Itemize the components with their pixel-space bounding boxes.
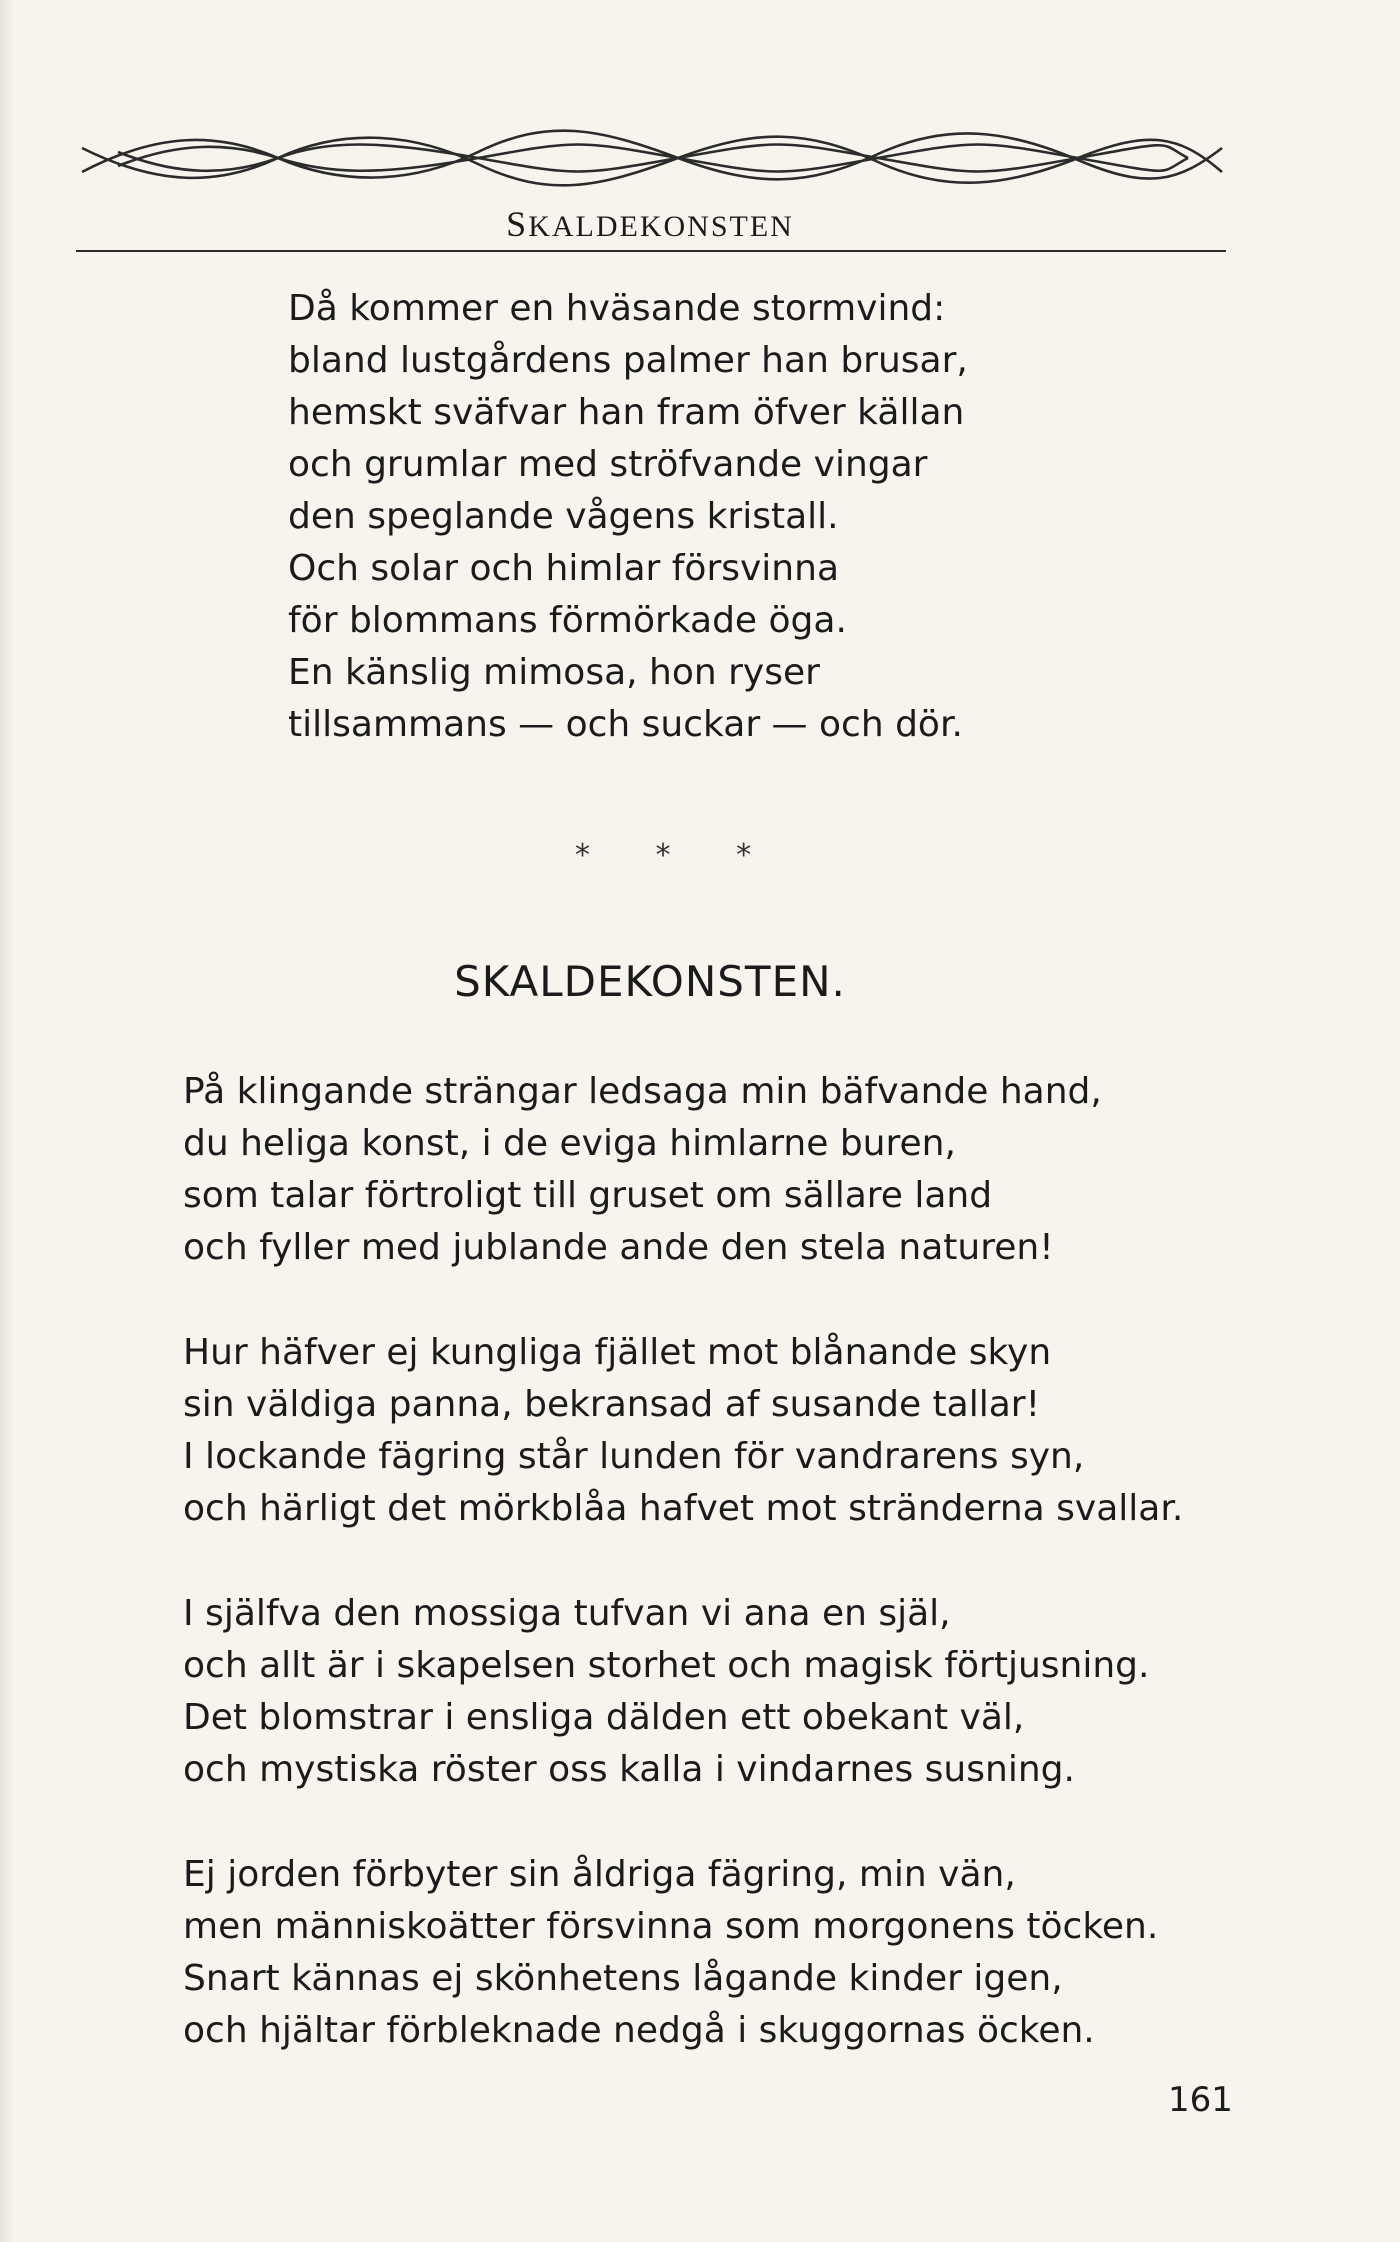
poem-line: och fyller med jublande ande den stela naturen!: [183, 1227, 1054, 1268]
stanza-line: tillsammans — och suckar — och dör.: [288, 704, 963, 745]
poem-line: men människoätter försvinna som morgonens töcken.: [183, 1906, 1159, 1947]
poem-line: och härligt det mörkblåa hafvet mot stränderna svallar.: [183, 1488, 1184, 1529]
poem-line: och hjältar förbleknade nedgå i skuggornas öcken.: [183, 2010, 1095, 2051]
poem-title: SKALDEKONSTEN.: [454, 957, 846, 1006]
stanza-line: hemskt sväfvar han fram öfver källan: [288, 392, 965, 433]
stanza-line: Och solar och himlar försvinna: [288, 548, 840, 589]
stanza-line: och grumlar med ströfvande vingar: [288, 444, 928, 485]
poem-line: Det blomstrar i ensliga dälden ett obekant väl,: [183, 1697, 1025, 1738]
poem-line: och allt är i skapelsen storhet och magisk förtjusning.: [183, 1645, 1150, 1686]
poem-line: du heliga konst, i de eviga himlarne buren,: [183, 1123, 956, 1164]
page-number: 161: [1168, 2080, 1233, 2120]
stanza-line: för blommans förmörkade öga.: [288, 600, 847, 641]
running-head-rest: KALDEKONSTEN: [528, 210, 794, 243]
section-separator: * * *: [575, 838, 780, 873]
poem-line: Ej jorden förbyter sin åldriga fägring, min vän,: [183, 1854, 1016, 1895]
poem-line: sin väldiga panna, bekransad af susande tallar!: [183, 1384, 1041, 1425]
header-rule: [76, 250, 1226, 252]
stanza-line: Då kommer en hväsande stormvind:: [288, 288, 946, 329]
running-head-initial: S: [506, 204, 529, 244]
running-head: [0, 203, 1300, 245]
poem-line: Hur häfver ej kungliga fjället mot blånande skyn: [183, 1332, 1052, 1373]
poem-line: I själfva den mossiga tufvan vi ana en själ,: [183, 1593, 951, 1634]
poem-line: Snart kännas ej skönhetens lågande kinder igen,: [183, 1958, 1063, 1999]
stanza-line: den speglande vågens kristall.: [288, 496, 839, 537]
header-ornament: [78, 128, 1226, 190]
page-spine-shadow: [0, 0, 14, 2242]
stanza-line: En känslig mimosa, hon ryser: [288, 652, 820, 693]
poem-line: som talar förtroligt till gruset om sällare land: [183, 1175, 993, 1216]
poem-line: På klingande strängar ledsaga min bäfvande hand,: [183, 1071, 1102, 1112]
poem-line: I lockande fägring står lunden för vandrarens syn,: [183, 1436, 1085, 1477]
poem-line: och mystiska röster oss kalla i vindarnes susning.: [183, 1749, 1075, 1790]
stanza-line: bland lustgårdens palmer han brusar,: [288, 340, 968, 381]
